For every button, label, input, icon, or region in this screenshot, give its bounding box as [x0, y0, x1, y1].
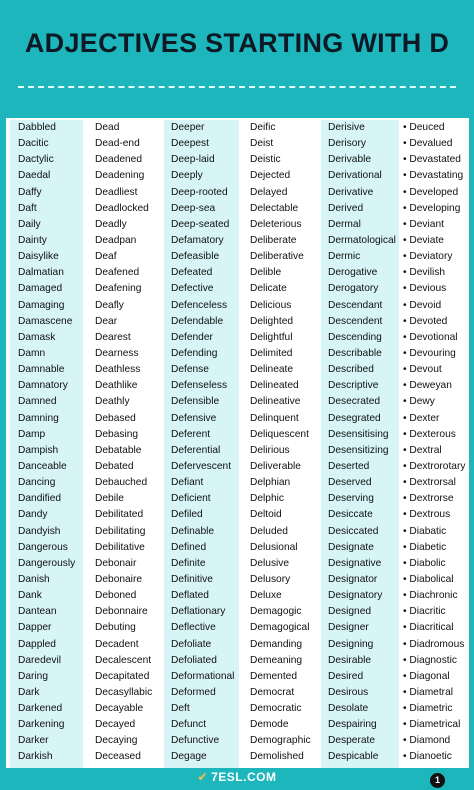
- word-item: • Dextrous: [403, 507, 468, 523]
- word-item: Derived: [328, 202, 364, 214]
- word-item: Defiled: [171, 509, 203, 521]
- word-item: Deathly: [95, 396, 130, 408]
- word-item: • Dextral: [403, 443, 468, 459]
- word-item: Demeaning: [250, 654, 303, 666]
- word-item: Delineate: [250, 364, 294, 376]
- word-item: Despairing: [328, 719, 377, 731]
- word-item: Deafened: [95, 267, 140, 279]
- word-item: • Dextrorsal: [403, 475, 468, 491]
- word-item: Designing: [328, 638, 374, 650]
- word-item: Darkened: [18, 703, 63, 715]
- word-item: Delicate: [250, 283, 287, 295]
- word-item: Delightful: [250, 331, 293, 343]
- word-item: Debated: [95, 460, 134, 472]
- word-item: Derivational: [328, 170, 382, 182]
- word-item: Designate: [328, 541, 374, 553]
- word-item: Derisory: [328, 138, 366, 150]
- word-item: Deadliest: [95, 186, 138, 198]
- word-item: Daredevil: [18, 654, 62, 666]
- word-column-4: [248, 120, 318, 768]
- word-item: Deliverable: [250, 460, 301, 472]
- word-item: Damaged: [18, 283, 63, 295]
- word-item: Designative: [328, 557, 382, 569]
- word-item: Designator: [328, 573, 378, 585]
- word-item: Defeated: [171, 267, 213, 279]
- word-item: Damning: [18, 412, 59, 424]
- word-item: Damnatory: [18, 380, 68, 392]
- word-item: Dalmatian: [18, 267, 64, 279]
- word-item: Deist: [250, 138, 274, 150]
- word-item: Dandified: [18, 493, 62, 505]
- word-item: Defervescent: [171, 460, 232, 472]
- word-item: Deserving: [328, 493, 374, 505]
- word-item: Deepest: [171, 138, 209, 150]
- word-item: Decasyllabic: [95, 686, 153, 698]
- word-item: Desensitising: [328, 428, 389, 440]
- word-item: Dank: [18, 590, 42, 602]
- word-item: Dead: [95, 122, 120, 133]
- word-item: • Deuced: [403, 120, 468, 136]
- word-column-5: [321, 120, 399, 768]
- word-column-3: [164, 120, 239, 768]
- word-item: Designatory: [328, 590, 383, 602]
- word-item: Deflated: [171, 590, 209, 602]
- word-item: Dark: [18, 686, 40, 698]
- word-item: Desirous: [328, 686, 369, 698]
- word-item: Deferent: [171, 428, 211, 440]
- word-item: Designed: [328, 606, 372, 618]
- word-item: • Diamond: [403, 733, 468, 749]
- word-item: Democratic: [250, 703, 302, 715]
- word-item: Dainty: [18, 234, 47, 246]
- word-item: Defunctive: [171, 735, 220, 747]
- logo-check-icon: ✔: [197, 770, 209, 784]
- word-item: Dancing: [18, 477, 56, 489]
- word-item: • Devalued: [403, 136, 468, 152]
- word-item: Delinquent: [250, 412, 299, 424]
- word-item: Deliberate: [250, 234, 297, 246]
- word-item: Dandy: [18, 509, 48, 521]
- word-item: Deformed: [171, 686, 216, 698]
- word-item: Deep-sea: [171, 202, 216, 214]
- word-item: • Diabolic: [403, 556, 468, 572]
- word-item: Deflationary: [171, 606, 226, 618]
- word-item: Defective: [171, 283, 214, 295]
- word-item: Decaying: [95, 735, 138, 747]
- word-item: Delighted: [250, 315, 294, 327]
- word-item: Decapitated: [95, 670, 150, 682]
- word-item: • Devotional: [403, 330, 468, 346]
- word-item: Deathlike: [95, 380, 138, 392]
- word-item: Demagogic: [250, 606, 302, 618]
- word-item: Deeply: [171, 170, 203, 182]
- word-item: • Devout: [403, 362, 468, 378]
- word-item: Degage: [171, 751, 207, 763]
- word-item: • Devilish: [403, 265, 468, 281]
- word-item: Deadlocked: [95, 202, 149, 214]
- word-item: Dappled: [18, 638, 56, 650]
- word-item: Desensitizing: [328, 444, 389, 456]
- word-item: Defender: [171, 331, 213, 343]
- word-item: Debasing: [95, 428, 139, 440]
- word-item: Deafening: [95, 283, 142, 295]
- word-item: Derivable: [328, 154, 372, 166]
- word-item: Daily: [18, 218, 41, 230]
- word-item: Delphian: [250, 477, 291, 489]
- word-item: • Dewy: [403, 394, 468, 410]
- word-item: Derisive: [328, 122, 365, 133]
- word-item: Deep-laid: [171, 154, 215, 166]
- word-item: Defeasible: [171, 251, 220, 263]
- word-item: Defamatory: [171, 234, 224, 246]
- word-item: Desirable: [328, 654, 372, 666]
- word-item: Desiccate: [328, 509, 373, 521]
- word-item: Desired: [328, 670, 364, 682]
- word-item: Deadly: [95, 218, 127, 230]
- word-item: Describable: [328, 347, 382, 359]
- word-item: Dabbled: [18, 122, 56, 133]
- word-item: Defoliated: [171, 654, 217, 666]
- word-item: • Dextrorotary: [403, 459, 468, 475]
- word-item: Descriptive: [328, 380, 379, 392]
- page-number-badge: 1: [430, 773, 445, 788]
- word-item: Debonair: [95, 557, 137, 569]
- word-item: Daedal: [18, 170, 51, 182]
- word-item: • Deviant: [403, 217, 468, 233]
- word-item: Damnable: [18, 364, 65, 376]
- word-item: Defending: [171, 347, 218, 359]
- word-item: Deficient: [171, 493, 211, 505]
- word-item: Deformational: [171, 670, 235, 682]
- word-item: Daft: [18, 202, 37, 214]
- word-item: • Dianoetic: [403, 749, 468, 765]
- word-item: Defense: [171, 364, 209, 376]
- word-item: Demolished: [250, 751, 304, 763]
- word-item: • Diabolical: [403, 572, 468, 588]
- word-item: Damn: [18, 347, 46, 359]
- word-item: Desperate: [328, 735, 376, 747]
- word-item: Descendant: [328, 299, 383, 311]
- word-item: Desecrated: [328, 396, 381, 408]
- word-item: Dear: [95, 315, 118, 327]
- word-item: Desolate: [328, 703, 369, 715]
- word-item: Darkish: [18, 751, 53, 763]
- word-item: Darker: [18, 735, 49, 747]
- word-item: Deep-seated: [171, 218, 230, 230]
- word-item: Deflective: [171, 622, 216, 634]
- word-item: Dearest: [95, 331, 131, 343]
- word-item: • Devastating: [403, 168, 468, 184]
- word-item: Definable: [171, 525, 215, 537]
- word-item: Demode: [250, 719, 289, 731]
- word-item: • Dextrorse: [403, 491, 468, 507]
- word-item: Deistic: [250, 154, 281, 166]
- word-item: Darkening: [18, 719, 65, 731]
- word-item: • Diabetic: [403, 540, 468, 556]
- word-item: Debuting: [95, 622, 136, 634]
- word-item: Derogative: [328, 267, 378, 279]
- word-item: Defoliate: [171, 638, 212, 650]
- word-column-2: [93, 120, 163, 768]
- word-item: • Dexterous: [403, 427, 468, 443]
- word-item: • Diacritic: [403, 604, 468, 620]
- word-item: Dejected: [250, 170, 291, 182]
- word-item: Deathless: [95, 364, 141, 376]
- word-item: Deluxe: [250, 590, 282, 602]
- word-item: Delphic: [250, 493, 284, 505]
- word-item: Democrat: [250, 686, 295, 698]
- word-item: • Diachronic: [403, 588, 468, 604]
- word-item: Definitive: [171, 573, 213, 585]
- word-item: Deboned: [95, 590, 137, 602]
- word-item: Dermatological: [328, 234, 396, 246]
- word-item: Daring: [18, 670, 49, 682]
- word-item: Demographic: [250, 735, 311, 747]
- word-item: Damned: [18, 396, 57, 408]
- word-item: Deafly: [95, 299, 124, 311]
- footer-logo: [0, 770, 474, 784]
- word-item: Deeper: [171, 122, 205, 133]
- word-item: Deserted: [328, 460, 370, 472]
- word-item: Defensible: [171, 396, 220, 408]
- word-item: Delineated: [250, 380, 299, 392]
- word-panel: [6, 118, 469, 768]
- word-item: • Diadromous: [403, 637, 468, 653]
- word-item: • Deweyan: [403, 378, 468, 394]
- word-item: Decalescent: [95, 654, 152, 666]
- word-item: • Devastated: [403, 152, 468, 168]
- word-item: Derivative: [328, 186, 374, 198]
- word-item: Defendable: [171, 315, 224, 327]
- word-item: Dampish: [18, 444, 59, 456]
- word-item: Delicious: [250, 299, 292, 311]
- brand-name: 7ESL.COM: [211, 770, 277, 784]
- word-item: Delirious: [250, 444, 290, 456]
- word-item: Deliquescent: [250, 428, 309, 440]
- word-item: • Dexter: [403, 411, 468, 427]
- word-item: Deadening: [95, 170, 145, 182]
- word-item: Descending: [328, 331, 382, 343]
- word-item: Debonnaire: [95, 606, 148, 618]
- word-item: • Diametric: [403, 701, 468, 717]
- word-item: Delusive: [250, 557, 290, 569]
- word-item: Debauched: [95, 477, 148, 489]
- word-item: Dandyish: [18, 525, 61, 537]
- word-item: Despicable: [328, 751, 379, 763]
- word-item: Demanding: [250, 638, 303, 650]
- word-item: Dactylic: [18, 154, 54, 166]
- word-item: Defiant: [171, 477, 204, 489]
- word-item: Dantean: [18, 606, 57, 618]
- word-item: • Devoid: [403, 298, 468, 314]
- word-item: Delectable: [250, 202, 299, 214]
- word-item: Deceased: [95, 751, 141, 763]
- word-item: Deserved: [328, 477, 372, 489]
- word-item: Deltoid: [250, 509, 282, 521]
- word-item: Decayed: [95, 719, 136, 731]
- word-item: Dangerously: [18, 557, 76, 569]
- title-divider: [18, 86, 456, 88]
- page-title: ADJECTIVES STARTING WITH D: [24, 28, 450, 58]
- word-item: • Diametral: [403, 685, 468, 701]
- word-item: Deleterious: [250, 218, 302, 230]
- word-item: Descendent: [328, 315, 383, 327]
- word-item: • Diametrical: [403, 717, 468, 733]
- word-item: Defensive: [171, 412, 217, 424]
- word-item: Dermic: [328, 251, 361, 263]
- word-item: • Diacritical: [403, 620, 468, 636]
- word-item: Debased: [95, 412, 136, 424]
- word-item: Deferential: [171, 444, 221, 456]
- word-item: Daffy: [18, 186, 42, 198]
- word-item: Deliberative: [250, 251, 304, 263]
- word-item: Danceable: [18, 460, 67, 472]
- word-item: Delayed: [250, 186, 288, 198]
- word-item: Dearness: [95, 347, 139, 359]
- word-item: Dermal: [328, 218, 361, 230]
- word-item: Debile: [95, 493, 124, 505]
- word-column-1: [10, 120, 83, 768]
- word-item: Deaf: [95, 251, 117, 263]
- word-item: • Developed: [403, 185, 468, 201]
- word-item: Debatable: [95, 444, 142, 456]
- word-item: Dapper: [18, 622, 52, 634]
- word-item: Dangerous: [18, 541, 68, 553]
- word-item: • Developing: [403, 201, 468, 217]
- word-item: Deadened: [95, 154, 143, 166]
- word-item: Definite: [171, 557, 206, 569]
- word-item: Designer: [328, 622, 369, 634]
- word-item: Defenseless: [171, 380, 228, 392]
- word-item: • Diabatic: [403, 524, 468, 540]
- word-item: Deific: [250, 122, 276, 133]
- word-item: • Devoted: [403, 314, 468, 330]
- word-item: • Devouring: [403, 346, 468, 362]
- word-item: Debilitated: [95, 509, 144, 521]
- word-column-6: [402, 120, 468, 768]
- word-item: Decadent: [95, 638, 139, 650]
- word-item: Delusional: [250, 541, 298, 553]
- word-item: Dacitic: [18, 138, 49, 150]
- word-item: Damascene: [18, 315, 73, 327]
- word-item: Desegrated: [328, 412, 381, 424]
- word-item: Described: [328, 364, 374, 376]
- word-item: Delible: [250, 267, 282, 279]
- word-item: Decayable: [95, 703, 144, 715]
- word-item: Daisylike: [18, 251, 59, 263]
- word-item: Deft: [171, 703, 190, 715]
- word-item: Derogatory: [328, 283, 379, 295]
- word-item: Deluded: [250, 525, 288, 537]
- word-item: Demented: [250, 670, 298, 682]
- word-item: • Diagonal: [403, 669, 468, 685]
- word-item: • Deviatory: [403, 249, 468, 265]
- word-item: Damp: [18, 428, 46, 440]
- word-item: Debilitative: [95, 541, 145, 553]
- word-item: Dead-end: [95, 138, 140, 150]
- word-item: • Deviate: [403, 233, 468, 249]
- word-item: Debilitating: [95, 525, 146, 537]
- word-item: Deep-rooted: [171, 186, 228, 198]
- word-item: • Devious: [403, 281, 468, 297]
- word-item: Deadpan: [95, 234, 137, 246]
- word-item: Desiccated: [328, 525, 379, 537]
- word-item: Danish: [18, 573, 50, 585]
- word-item: Demagogical: [250, 622, 310, 634]
- word-item: Damaging: [18, 299, 65, 311]
- word-item: Delineative: [250, 396, 301, 408]
- word-item: Damask: [18, 331, 56, 343]
- word-item: Defined: [171, 541, 207, 553]
- word-item: Defenceless: [171, 299, 228, 311]
- word-item: Debonaire: [95, 573, 143, 585]
- word-item: • Diagnostic: [403, 653, 468, 669]
- word-item: Delimited: [250, 347, 293, 359]
- word-item: Defunct: [171, 719, 207, 731]
- word-item: Delusory: [250, 573, 291, 585]
